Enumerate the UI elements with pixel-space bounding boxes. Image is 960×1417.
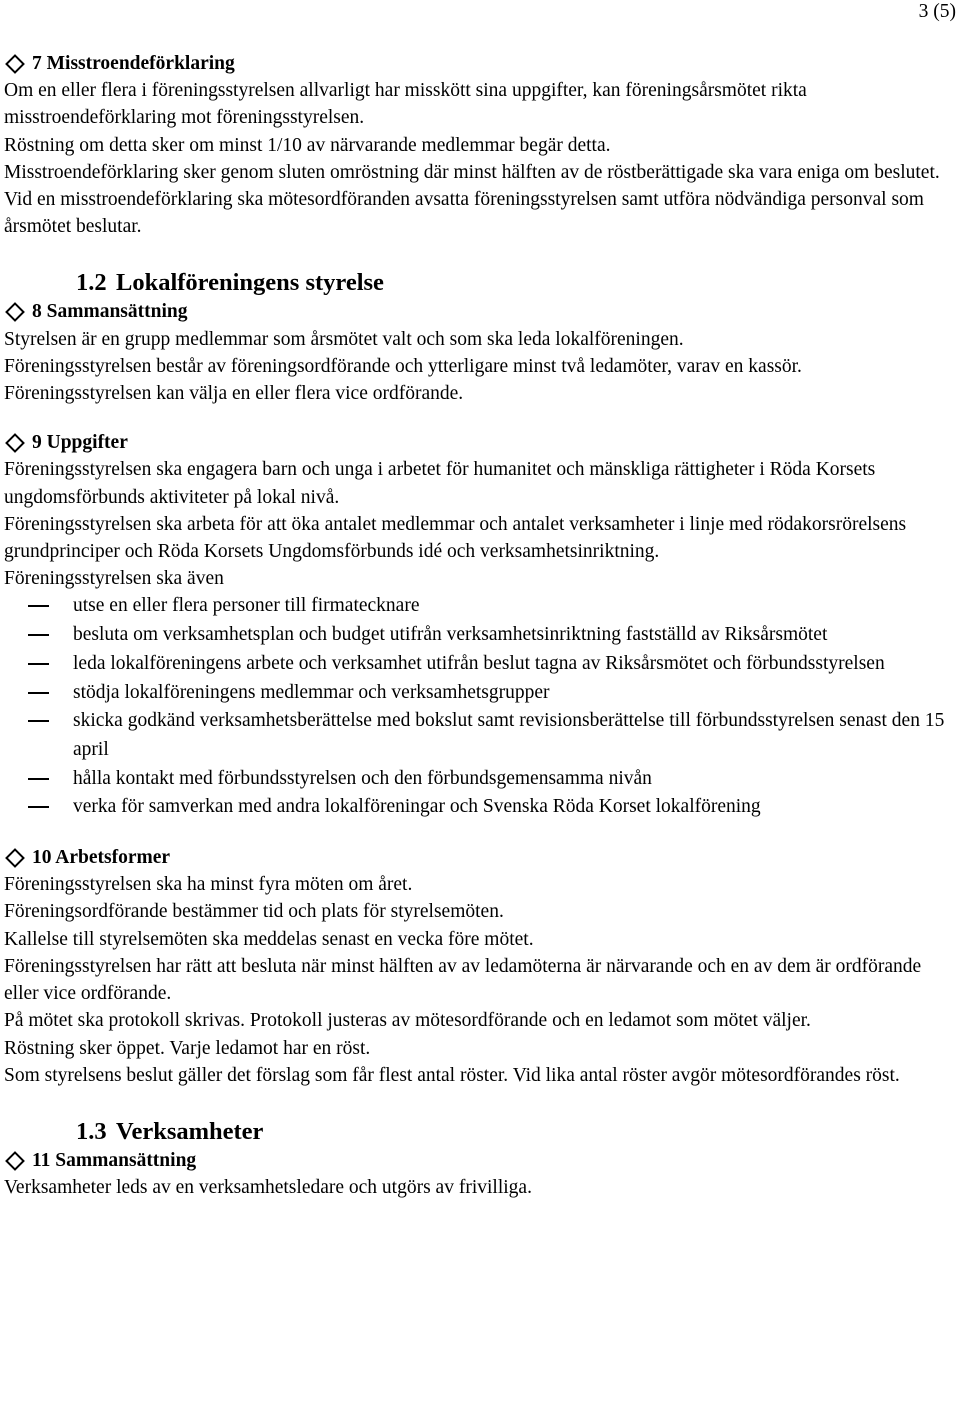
dash-bullet-icon [28,605,49,607]
section-9-heading-text: 9 Uppgifter [32,432,128,454]
section-11-heading-text: 11 Sammansättning [32,1149,197,1171]
section-9-paragraph: Föreningsstyrelsen ska engagera barn och unga i arbetet för humanitet och mänskliga rättigheter i Röda Korsets ungdomsförbunds aktiviteter på lokal nivå. [4,459,876,508]
diamond-bullet-icon [5,433,25,453]
section-10-paragraph: Föreningsordförande bestämmer tid och plats för styrelsemöten. [4,901,504,923]
section-7-heading-text: 7 Misstroendeförklaring [32,53,235,74]
section-11-heading [4,1147,954,1174]
document-body [4,50,954,1201]
section-10-paragraph: Som styrelsens beslut gäller det förslag som får flest antal röster. Vid lika antal röster avgör mötesordförandes röst. [4,1064,900,1086]
dash-bullet-icon [28,720,49,722]
section-8-paragraph: Föreningsstyrelsen kan välja en eller flera vice ordförande. [4,383,464,405]
diamond-bullet-icon [5,1151,25,1171]
section-7-paragraph: Röstning om detta sker om minst 1/10 av närvarande medlemmar begär detta. [4,134,611,156]
diamond-bullet-icon [5,848,25,868]
section-9-task-list [4,592,954,822]
list-item: verka för samverkan med andra lokalföreningar och Svenska Röda Korset lokalförening [4,793,954,822]
dash-bullet-icon [28,778,49,780]
list-item: besluta om verksamhetsplan och budget utifrån verksamhetsinriktning fastställd av Riksårsmötet [4,621,954,650]
section-1-2-title [4,268,954,298]
section-7-paragraph: Vid en misstroendeförklaring ska mötesordföranden avsatta föreningsstyrelsen samt utföra nödvändiga personval som årsmötet beslutar. [4,189,924,238]
section-7-paragraph: Misstroendeförklaring sker genom sluten omröstning där minst hälften av de röstberättigade ska vara eniga om beslutet. [4,161,940,183]
section-11-paragraph: Verksamheter leds av en verksamhetsledare och utgörs av frivilliga. [4,1177,532,1199]
list-item: skicka godkänd verksamhetsberättelse med bokslut samt revisionsberättelse till förbundsstyrelsen senast den 15 april [4,707,954,764]
dash-bullet-icon [28,634,49,636]
section-1-3-number: 1.3 [76,1117,107,1145]
list-item: stödja lokalföreningens medlemmar och verksamhetsgrupper [4,679,954,708]
section-10-paragraph: Kallelse till styrelsemöten ska meddelas senast en vecka före mötet. [4,928,534,950]
section-8-paragraph: Styrelsen är en grupp medlemmar som årsmötet valt och som ska leda lokalföreningen. [4,328,684,350]
section-10-paragraph: Föreningsstyrelsen har rätt att besluta när minst hälften av av ledamöterna är närvarande och en av dem är ordförande eller vice ordförande. [4,955,922,1005]
section-8-heading-text: 8 Sammansättning [32,301,188,323]
section-10-heading-text: 10 Arbetsformer [32,847,171,869]
section-1-3-title-text: Verksamheter [116,1117,264,1145]
section-10-heading [4,844,954,871]
section-10-paragraph: Föreningsstyrelsen ska ha minst fyra möten om året. [4,874,413,896]
diamond-bullet-icon [5,54,25,74]
section-10-paragraph: På mötet ska protokoll skrivas. Protokoll justeras av mötesordförande och en ledamot som mötet väljer. [4,1010,811,1032]
list-item: utse en eller flera personer till firmatecknare [4,592,954,621]
section-8-paragraph: Föreningsstyrelsen består av föreningsordförande och ytterligare minst två ledamöter, varav en kassör. [4,355,802,377]
section-8-heading [4,298,954,325]
list-item: hålla kontakt med förbundsstyrelsen och den förbundsgemensamma nivån [4,765,954,794]
page-number: 3 (5) [918,1,956,22]
list-item: leda lokalföreningens arbete och verksamhet utifrån beslut tagna av Riksårsmötet och förbundsstyrelsen [4,650,954,679]
dash-bullet-icon [28,806,49,808]
section-1-3-title [4,1117,954,1147]
diamond-bullet-icon [5,302,25,322]
section-10-paragraph: Röstning sker öppet. Varje ledamot har en röst. [4,1037,371,1059]
dash-bullet-icon [28,663,49,665]
section-7-heading [4,50,954,77]
section-7-paragraph: Om en eller flera i föreningsstyrelsen allvarligt har misskött sina uppgifter, kan föreningsårsmötet rikta misstroendeförklaring mot föreningsstyrelsen. [4,80,807,129]
section-1-2-number: 1.2 [76,269,107,297]
section-9-heading [4,429,954,456]
section-1-2-title-text: Lokalföreningens styrelse [116,269,384,297]
section-9-paragraph: Föreningsstyrelsen ska även [4,568,224,590]
section-9-paragraph: Föreningsstyrelsen ska arbeta för att öka antalet medlemmar och antalet verksamheter i linje med rödakorsrörelsens grundprinciper och Röda Korsets Ungdomsförbunds idé och verksamhetsinriktning. [4,513,907,563]
dash-bullet-icon [28,692,49,694]
